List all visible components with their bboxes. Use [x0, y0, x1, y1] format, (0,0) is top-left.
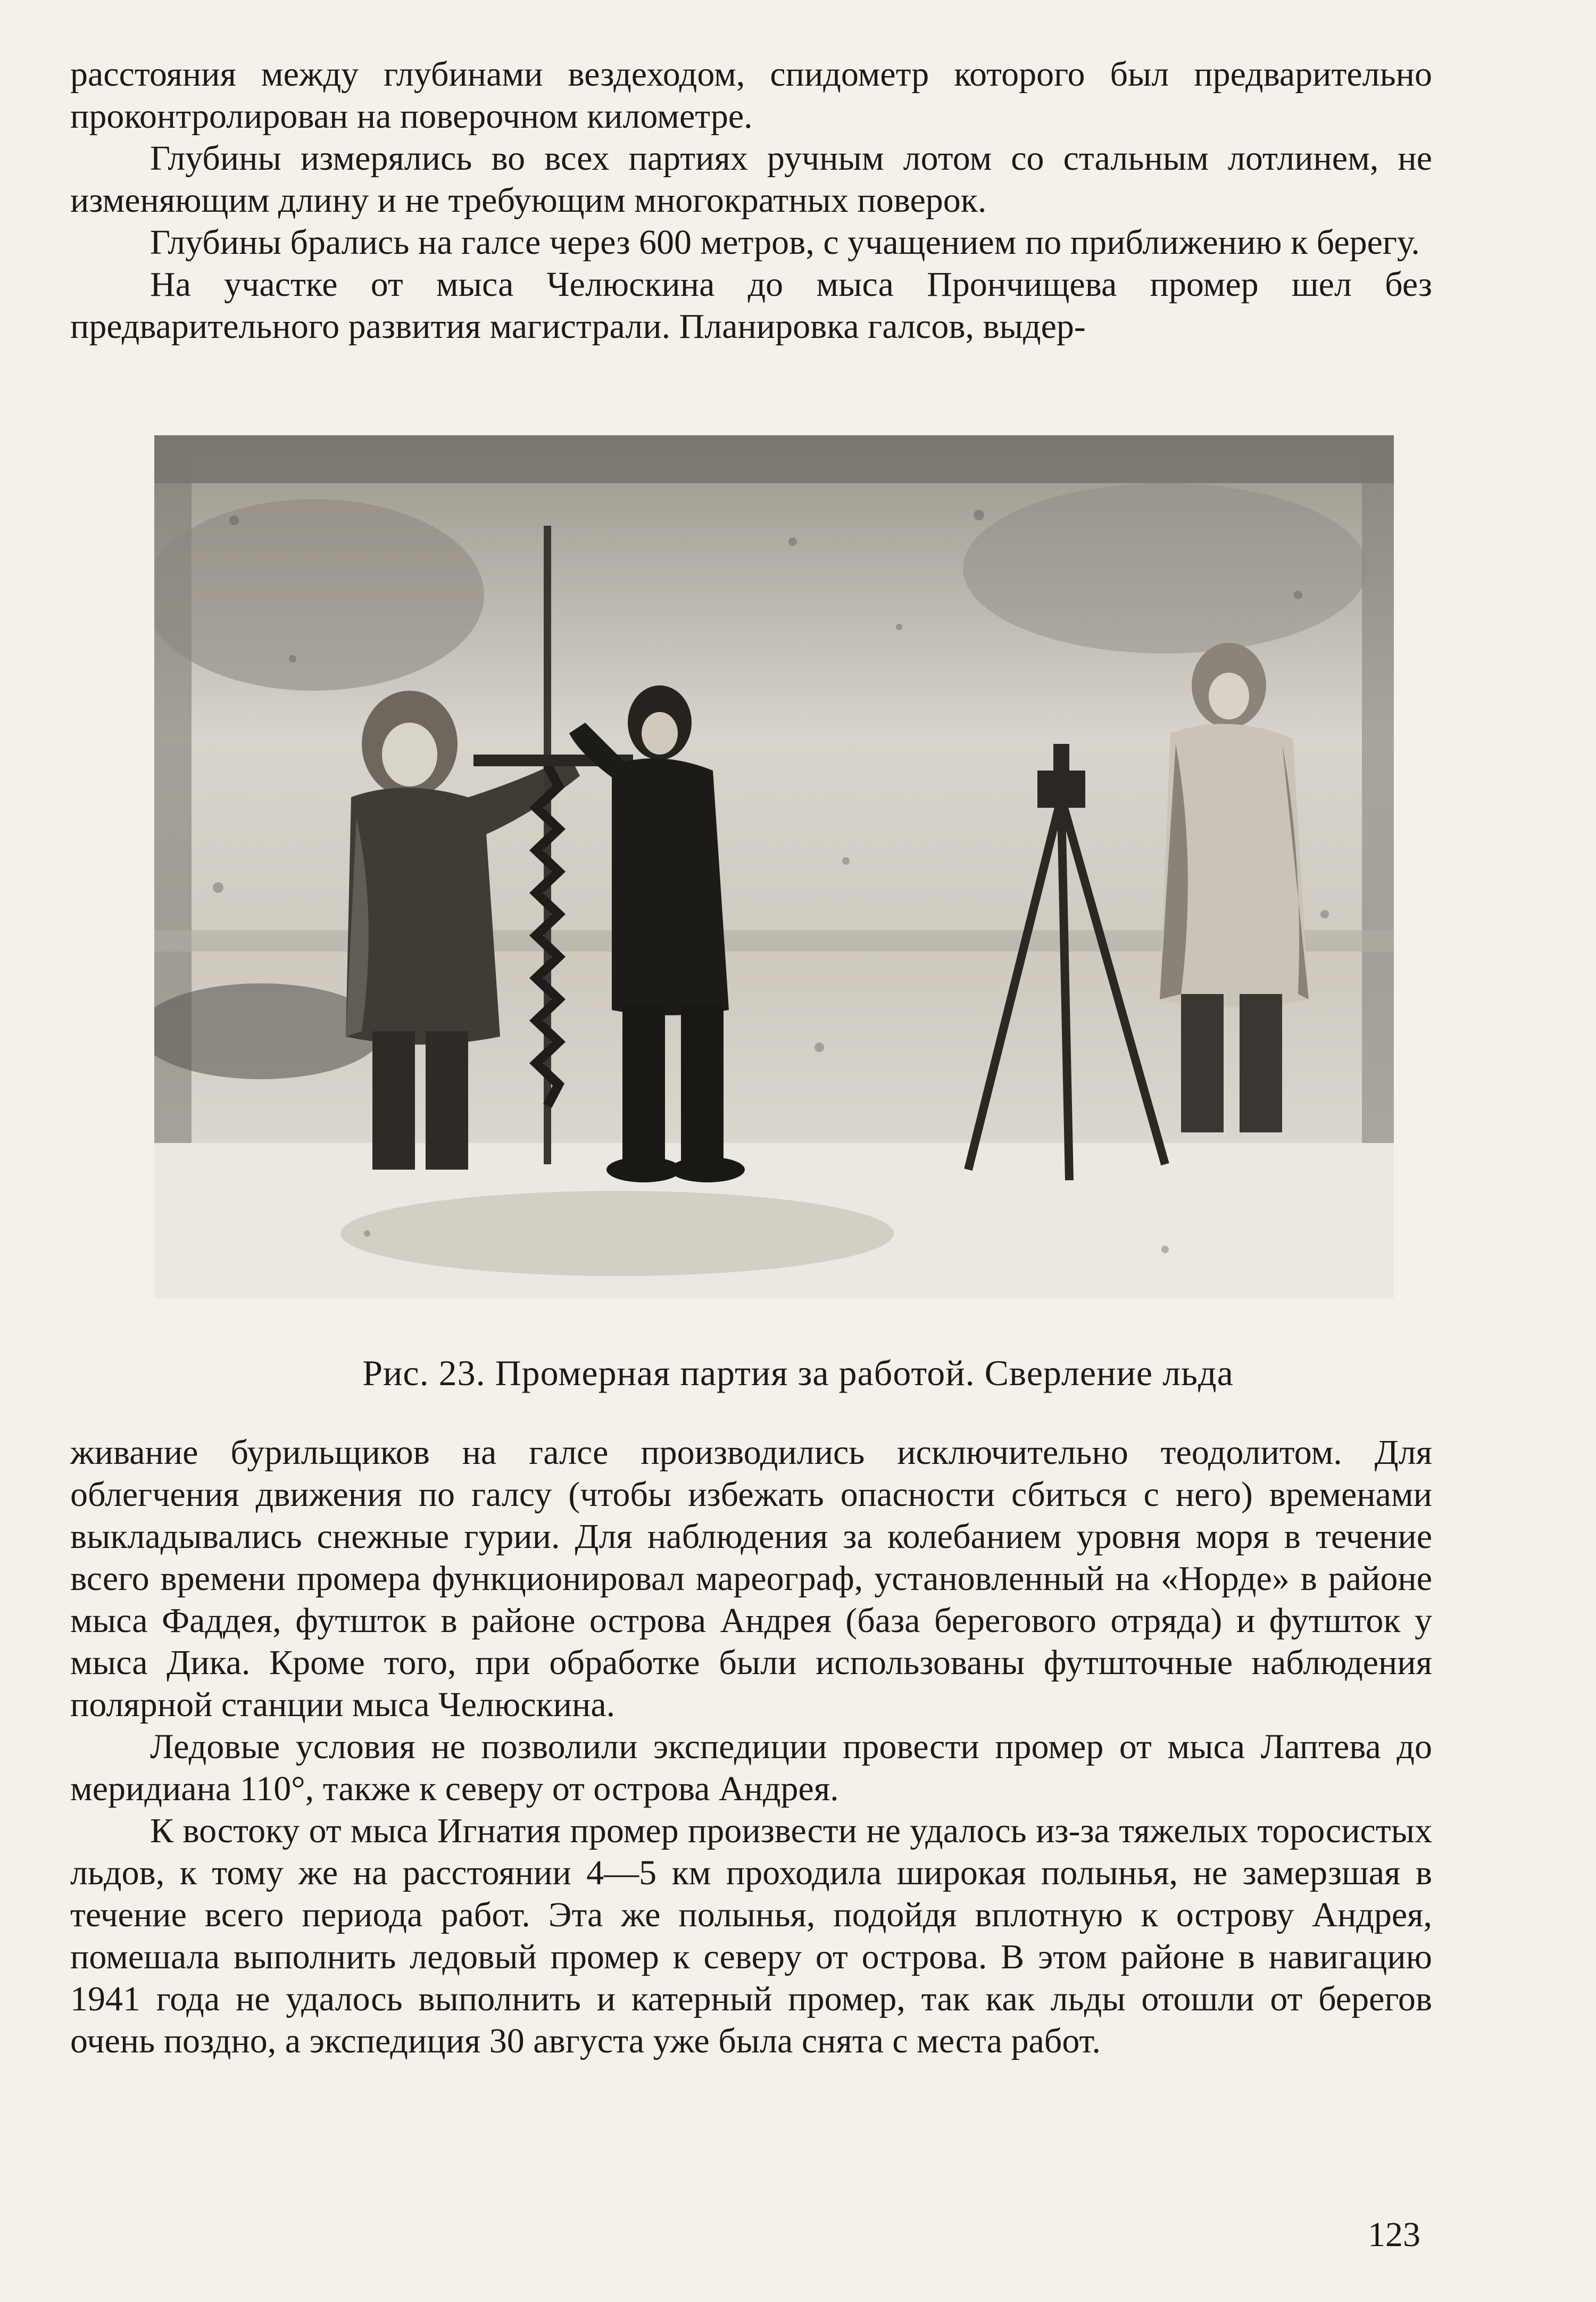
text-block-top: [70, 53, 1432, 347]
paragraph: Ледовые условия не позволили экспедиции провести промер от мыса Лаптева до меридиана 110°, также к северу от острова Андрея.: [70, 1727, 1432, 1808]
paragraph: На участке от мыса Челюскина до мыса Прончищева промер шел без предварительного развития магистрали. Планировка галсов, выдер-: [70, 265, 1432, 346]
photo-shadow-area: [963, 483, 1367, 653]
photo-shadow-area: [154, 499, 484, 691]
ice-shadow: [340, 1191, 894, 1276]
paragraph: К востоку от мыса Игнатия промер произвести не удалось из-за тяжелых торосистых льдов, к тому же на расстоянии 4—5 км проходила широкая полынья, не замерзшая в течение всего периода работ. Эта же полынья, подойдя вплотную к острову Андрея, помешала выполнить ледовый промер к северу от острова. В этом районе в навигацию 1941 года не удалось выполнить и катерный промер, так как льды отошли от берегов очень поздно, а экспедиция 30 августа уже была снята с места работ.: [70, 1811, 1432, 2060]
paragraph: Глубины брались на галсе через 600 метров, с учащением по приближению к берегу.: [150, 223, 1420, 262]
photo-ice-drilling: [154, 435, 1394, 1298]
figure-caption: Рис. 23. Промерная партия за работой. Сверление льда: [362, 1353, 1234, 1393]
page-number: 123: [1368, 2215, 1420, 2254]
photo-top-edge: [154, 435, 1394, 483]
paragraph: расстояния между глубинами вездеходом, спидометр которого был предварительно проконтролирован на поверочном километре.: [70, 55, 1432, 136]
photo-figure: [154, 435, 1394, 1298]
paragraph: живание бурильщиков на галсе производились исключительно теодолитом. Для облегчения движения по галсу (чтобы избежать опасности сбиться с него) временами выкладывались снежные гурии. Для наблюдения за колебанием уровня моря в течение всего времени промера функционировал мареограф, установленный на «Норде» в районе мыса Фаддея, футшток в районе острова Андрея (база берегового отряда) и футшток у мыса Дика. Кроме того, при обработке были использованы футшточные наблюдения полярной станции мыса Челюскина.: [70, 1433, 1432, 1724]
text-block-bottom: [70, 1431, 1432, 2062]
paragraph: Глубины измерялись во всех партиях ручным лотом со стальным лотлинем, не изменяющим длину и не требующим многократных поверок.: [70, 139, 1432, 220]
